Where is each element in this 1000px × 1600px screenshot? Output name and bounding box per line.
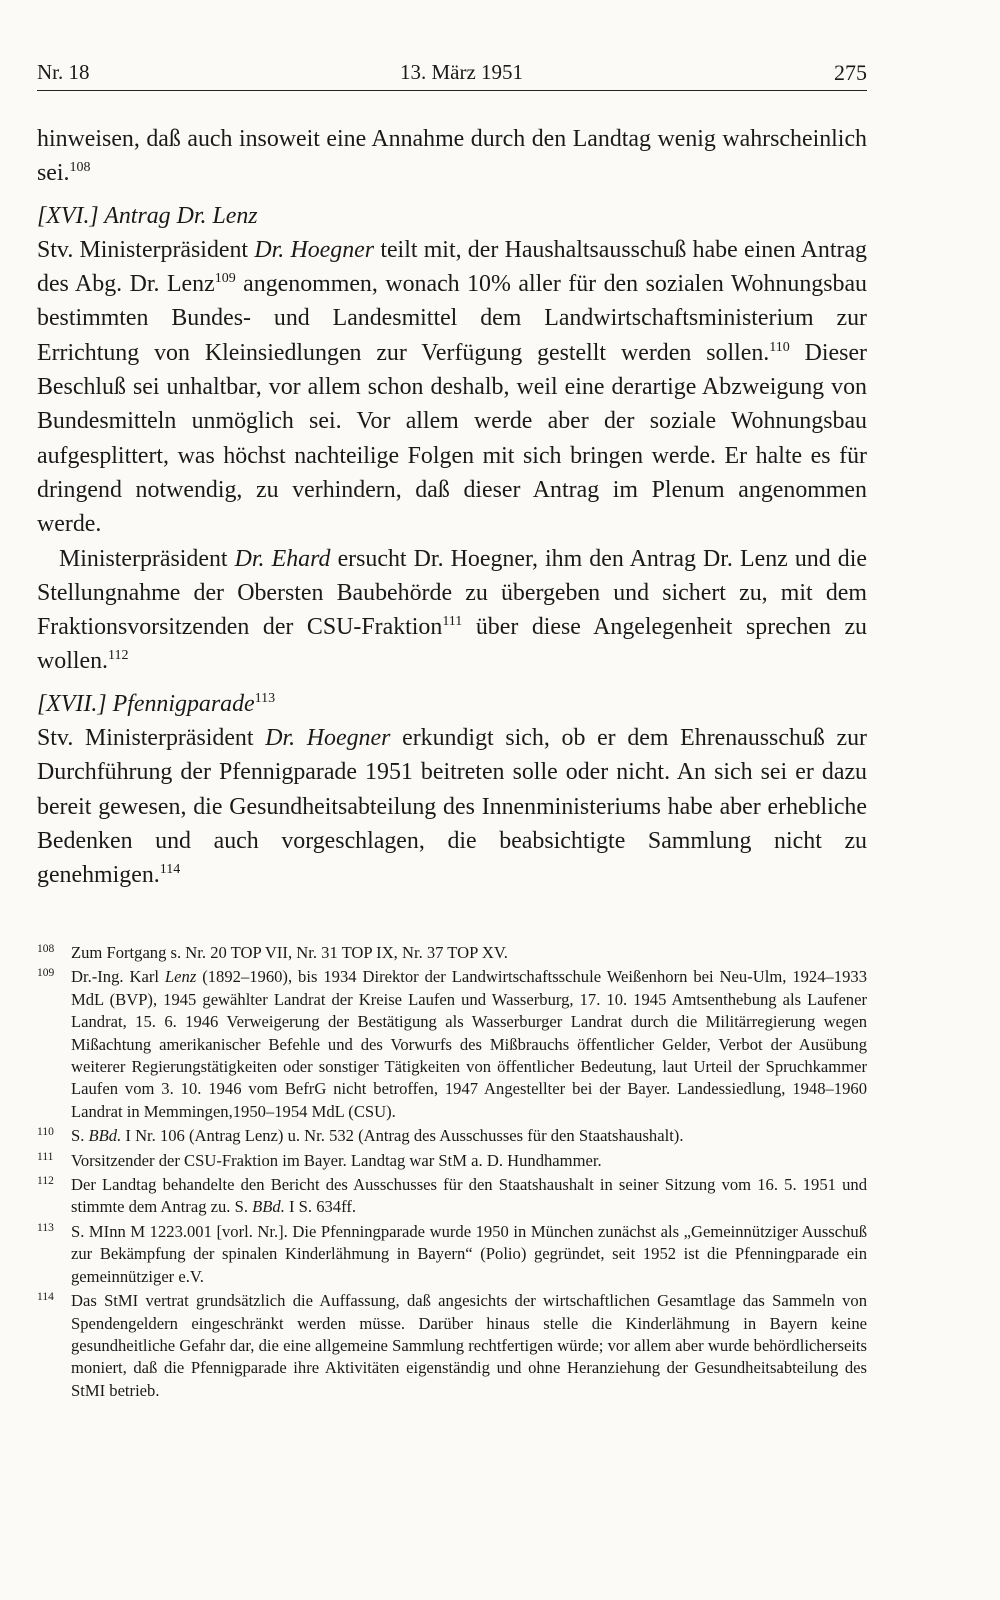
footnote-ref[interactable]: 109 [214, 271, 236, 287]
footnote-text: Zum Fortgang s. Nr. 20 TOP VII, Nr. 31 TOP IX, Nr. 37 TOP XV. [71, 943, 508, 962]
footnote-number: 113 [37, 1221, 54, 1234]
footnote-number: 111 [37, 1150, 54, 1163]
footnote [37, 1221, 867, 1288]
speaker-name: Dr. Ehard [234, 545, 331, 572]
section-heading-17: [XVII.] Pfennigparade$^{113}$ [37, 690, 276, 717]
footnote-ref[interactable]: 110 [769, 339, 790, 355]
footnote-text: Dr.-Ing. Karl Lenz (1892–1960), bis 1934 Direktor der Landwirtschaftsschule Weißenhorn bei Neu-Ulm, 1924–1933 MdL (BVP), 1945 gewählter Landrat der Kreise Laufen und Wasserburg, 17. 10. 1945 Amtsenthebung als Laufener Landrat, 15. 6. 1946 Verweigerung der Bestätigung als Wasserburger Landrat durch die Militärregierung wegen Mißachtung amerikanischer Befehle und des Vorwurfs des Mißbrauchs öffentlicher Gelder, Verbot der Ausübung weiterer Regierungstätigkeiten oder sonstiger Tätigkeiten von öffentlicher Bedeutung, laut Urteil der Spruchkammer Laufen vom 3. 10. 1946 vom BefrG nicht betroffen, 1947 Angestellter bei der Bayer. Landessiedlung, 1948–1960 Landrat in Memmingen,1950–1954 MdL (CSU). [71, 967, 867, 1121]
page-number: 275 [834, 60, 867, 85]
paragraph: Stv. Ministerpräsident Dr. Hoegner teilt mit, der Haushaltsausschuß habe einen Antrag des Abg. Dr. Lenz$^{109}$ angenommen, wonach 10% aller für den sozialen Wohnungsbau bestimmten Bundes- und Landesmittel dem Landwirtschaftsministerium zur Errichtung von Kleinsiedlungen zur Verfügung gestellt werden sollen.$^{110}$ Dieser Beschluß sei unhaltbar, vor allem schon deshalb, weil eine derartige Abzweigung von Bundesmitteln unmöglich sei. Vor allem werde aber der soziale Wohnungsbau aufgesplittert, was höchst nachteilige Folgen mit sich bringen werde. Er halte es für dringend notwendig, zu verhindern, daß dieser Antrag im Plenum angenommen werde. [37, 236, 867, 538]
footnote-ref[interactable]: 114 [159, 862, 181, 878]
footnote-text: Der Landtag behandelte den Bericht des Ausschusses für den Staatshaushalt in seiner Sitzung vom 16. 5. 1951 und stimmte dem Antrag zu. S. BBd. I S. 634ff. [71, 1175, 867, 1217]
section-heading-16: [XVI.] Antrag Dr. Lenz [37, 202, 258, 229]
footnote-text: Das StMI vertrat grundsätzlich die Auffassung, daß angesichts der wirtschaftlichen Gesamtlage das Sammeln von Spendengeldern eingeschränkt werden müsse. Darüber hinaus stelle die Kinderlähmung in Bayern keine gesundheitliche Gefahr dar, die eine allgemeine Sammlung rechtfertigen würde; vor allem aber wurde behördlicherseits moniert, daß die Pfennigparade ihre Aktivitäten eigenständig und ohne Heranziehung der Gesundheitsabteilung des StMI betrieb. [71, 1291, 867, 1400]
speaker-name: Dr. Hoegner [254, 236, 375, 263]
paragraph: Stv. Ministerpräsident Dr. Hoegner erkundigt sich, ob er dem Ehrenausschuß zur Durchführung der Pfennigparade 1951 beitreten solle oder nicht. An sich sei er dazu bereit gewesen, die Gesundheitsabteilung des Innenministeriums habe aber erhebliche Bedenken und auch vorgeschlagen, die beabsichtigte Sammlung nicht zu genehmigen.$^{114}$ [37, 725, 867, 889]
footnote [37, 1174, 867, 1219]
footnote-ref[interactable]: 108 [69, 160, 91, 176]
footnote-number: 110 [37, 1126, 54, 1139]
footnote [37, 942, 867, 964]
footnote [37, 966, 867, 1123]
footnote [37, 1125, 867, 1147]
footnote [37, 1150, 867, 1172]
footnotes [37, 942, 867, 1404]
footnote-number: 109 [37, 967, 55, 980]
footnote-ref[interactable]: 112 [108, 648, 129, 664]
footnote-number: 112 [37, 1175, 54, 1188]
paragraph: Ministerpräsident Dr. Ehard ersucht Dr. Hoegner, ihm den Antrag Dr. Lenz und die Stellungnahme der Obersten Baubehörde zu übergeben und sichert zu, mit dem Fraktionsvorsitzenden der CSU-Fraktion$^{111}$ über diese Angelegenheit sprechen zu wollen.$^{112}$ [37, 545, 867, 675]
issue-number: Nr. 18 [37, 60, 90, 84]
footnote-ref[interactable]: 111 [442, 614, 463, 630]
paragraph: hinweisen, daß auch insoweit eine Annahme durch den Landtag wenig wahrscheinlich sei.$^{108}$ [37, 126, 867, 187]
footnote-text: S. BBd. I Nr. 106 (Antrag Lenz) u. Nr. 532 (Antrag des Ausschusses für den Staatshaushalt). [71, 1126, 684, 1146]
footnote-number: 108 [37, 943, 55, 955]
footnote-text: Vorsitzender der CSU-Fraktion im Bayer. Landtag war StM a. D. Hundhammer. [71, 1150, 602, 1170]
speaker-name: Dr. Hoegner [265, 725, 391, 752]
running-header [37, 54, 867, 91]
footnote-number: 114 [37, 1291, 54, 1304]
session-date: 13. März 1951 [400, 60, 524, 84]
main-text [37, 122, 867, 893]
footnote-ref[interactable]: 113 [254, 690, 276, 706]
footnote [37, 1290, 867, 1402]
footnote-text: S. MInn M 1223.001 [vorl. Nr.]. Die Pfenningparade wurde 1950 in München zunächst als „Gemeinnütziger Ausschuß zur Bekämpfung der spinalen Kinderlähmung in Bayern“ (Polio) gegründet, seit 1952 ist die Pfenningparade ein gemeinnütziger e.V. [71, 1221, 867, 1286]
